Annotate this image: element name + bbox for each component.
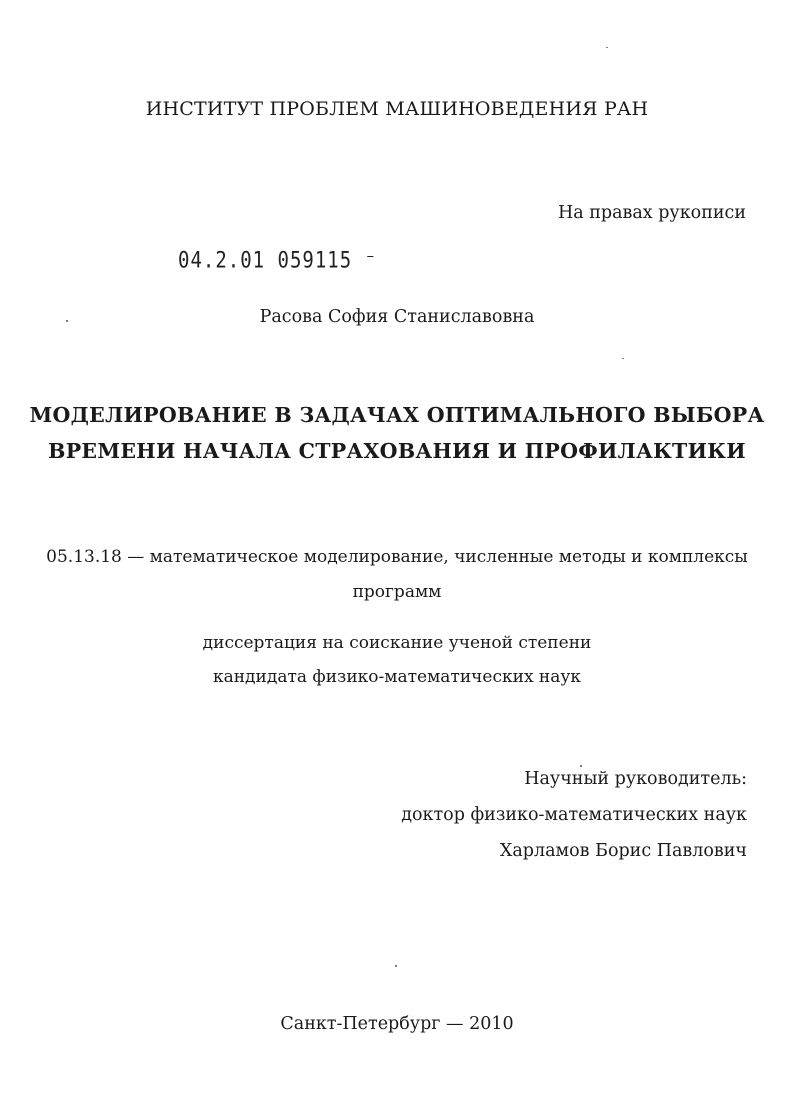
specialty-code-line-1: 05.13.18 — математическое моделирование, численные методы и комплексы <box>46 547 748 567</box>
scan-speck <box>606 47 608 48</box>
supervisor-label: Научный руководитель: <box>524 769 747 789</box>
city-year: Санкт-Петербург — 2010 <box>280 1014 514 1034</box>
supervisor-degree: доктор физико-математических наук <box>401 805 747 825</box>
specialty-code-line-2: программ <box>352 582 442 602</box>
author-name: Расова София Станиславовна <box>259 307 535 327</box>
degree-line-2: кандидата физико-математических наук <box>212 667 582 687</box>
scan-speck <box>395 965 397 967</box>
registration-stamp: 04.2.01 059115 ⁻ <box>178 248 378 274</box>
institute-name: ИНСТИТУТ ПРОБЛЕМ МАШИНОВЕДЕНИЯ РАН <box>145 98 649 120</box>
supervisor-name: Харламов Борис Павлович <box>499 841 747 861</box>
degree-line-1: диссертация на соискание ученой степени <box>202 633 592 653</box>
scan-speck <box>622 358 624 359</box>
scan-speck <box>66 320 68 322</box>
scan-speck <box>580 765 582 767</box>
thesis-title-line-1: МОДЕЛИРОВАНИЕ В ЗАДАЧАХ ОПТИМАЛЬНОГО ВЫБОРА <box>29 403 765 427</box>
thesis-title-line-2: ВРЕМЕНИ НАЧАЛА СТРАХОВАНИЯ И ПРОФИЛАКТИКИ <box>48 439 746 463</box>
rights-note: На правах рукописи <box>557 203 746 223</box>
